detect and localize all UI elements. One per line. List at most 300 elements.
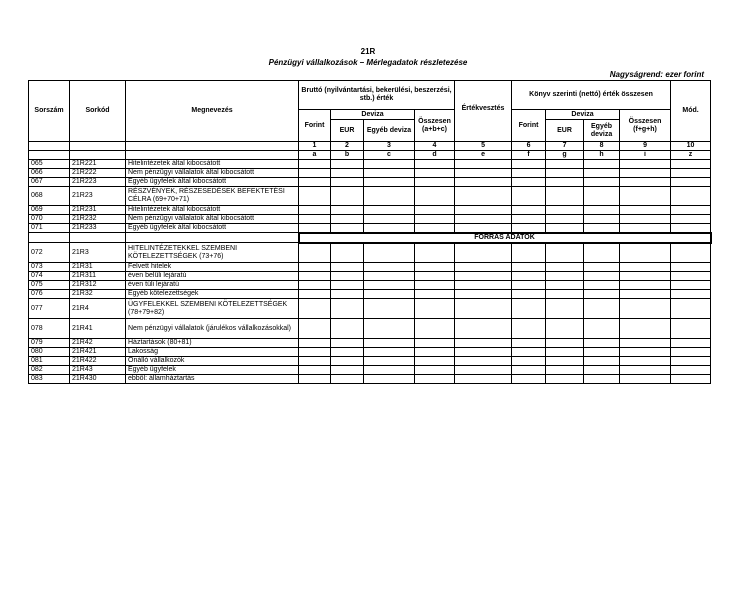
col-deviza-1: Deviza [331, 110, 415, 120]
value-cell[interactable] [620, 169, 671, 178]
value-cell[interactable] [455, 281, 512, 290]
col-letter: z [671, 151, 711, 160]
row-number: 081 [29, 357, 70, 366]
row-name: Felvett hitelek [126, 263, 299, 272]
value-cell[interactable] [455, 215, 512, 224]
table-row [29, 224, 711, 233]
value-cell[interactable] [299, 160, 331, 169]
value-cell[interactable] [415, 169, 455, 178]
value-cell[interactable] [620, 187, 671, 206]
value-cell[interactable] [546, 215, 584, 224]
col-number: 6 [512, 142, 546, 151]
value-cell[interactable] [331, 299, 364, 319]
value-cell[interactable] [671, 299, 711, 319]
row-code: 21R32 [70, 290, 126, 299]
value-cell[interactable] [512, 299, 546, 319]
col-egyeb-deviza-2: Egyéb deviza [584, 120, 620, 142]
value-cell[interactable] [584, 281, 620, 290]
value-cell[interactable] [512, 375, 546, 384]
table-row [29, 319, 711, 339]
row-number: 082 [29, 366, 70, 375]
value-cell[interactable] [455, 339, 512, 348]
row-code: 21R43 [70, 366, 126, 375]
value-cell[interactable] [364, 263, 415, 272]
value-cell[interactable] [364, 224, 415, 233]
row-name [126, 233, 299, 243]
row-code: 21R421 [70, 348, 126, 357]
value-cell[interactable] [415, 299, 455, 319]
value-cell[interactable] [671, 366, 711, 375]
row-code: 21R223 [70, 178, 126, 187]
value-cell[interactable] [455, 224, 512, 233]
value-cell[interactable] [546, 206, 584, 215]
col-number: 1 [299, 142, 331, 151]
value-cell[interactable] [299, 169, 331, 178]
value-cell[interactable] [512, 366, 546, 375]
table-row [29, 206, 711, 215]
row-number: 079 [29, 339, 70, 348]
value-cell[interactable] [331, 281, 364, 290]
value-cell[interactable] [620, 290, 671, 299]
value-cell[interactable] [455, 272, 512, 281]
value-cell[interactable] [584, 375, 620, 384]
row-code: 21R42 [70, 339, 126, 348]
value-cell[interactable] [671, 375, 711, 384]
col-forint-2: Forint [512, 110, 546, 142]
value-cell[interactable] [671, 281, 711, 290]
col-number: 8 [584, 142, 620, 151]
value-cell[interactable] [512, 319, 546, 339]
value-cell[interactable] [512, 263, 546, 272]
value-cell[interactable] [584, 187, 620, 206]
value-cell[interactable] [415, 290, 455, 299]
value-cell[interactable] [364, 169, 415, 178]
col-letter: h [584, 151, 620, 160]
row-name: Háztartások (80+81) [126, 339, 299, 348]
value-cell[interactable] [546, 357, 584, 366]
row-code [70, 233, 126, 243]
value-cell[interactable] [584, 178, 620, 187]
col-letter: f [512, 151, 546, 160]
row-code: 21R233 [70, 224, 126, 233]
value-cell[interactable] [299, 290, 331, 299]
value-cell[interactable] [455, 375, 512, 384]
table-row [29, 263, 711, 272]
row-name: Nem pénzügyi vállalatok által kibocsátott [126, 215, 299, 224]
value-cell[interactable] [584, 339, 620, 348]
value-cell[interactable] [546, 348, 584, 357]
value-cell[interactable] [620, 375, 671, 384]
value-cell[interactable] [299, 366, 331, 375]
column-letter-row [29, 151, 711, 160]
value-cell[interactable] [364, 339, 415, 348]
value-cell[interactable] [299, 272, 331, 281]
value-cell[interactable] [584, 206, 620, 215]
row-number: 077 [29, 299, 70, 319]
value-cell[interactable] [671, 243, 711, 263]
value-cell[interactable] [415, 224, 455, 233]
value-cell[interactable] [364, 187, 415, 206]
value-cell[interactable] [415, 357, 455, 366]
value-cell[interactable] [671, 187, 711, 206]
value-cell[interactable] [546, 169, 584, 178]
row-number: 074 [29, 272, 70, 281]
value-cell[interactable] [331, 319, 364, 339]
value-cell[interactable] [455, 290, 512, 299]
row-code: 21R311 [70, 272, 126, 281]
value-cell[interactable] [455, 178, 512, 187]
value-cell[interactable] [584, 160, 620, 169]
value-cell[interactable] [364, 290, 415, 299]
value-cell[interactable] [415, 348, 455, 357]
col-osszesen-fgh: Összesen (f+g+h) [620, 110, 671, 142]
table-row [29, 357, 711, 366]
value-cell[interactable] [546, 272, 584, 281]
value-cell[interactable] [331, 178, 364, 187]
value-cell[interactable] [512, 206, 546, 215]
value-cell[interactable] [512, 348, 546, 357]
value-cell[interactable] [299, 224, 331, 233]
value-cell[interactable] [364, 375, 415, 384]
value-cell[interactable] [455, 299, 512, 319]
col-letter: d [415, 151, 455, 160]
column-number-row [29, 142, 711, 151]
col-letter: c [364, 151, 415, 160]
row-code: 21R221 [70, 160, 126, 169]
value-cell[interactable] [512, 357, 546, 366]
value-cell[interactable] [546, 290, 584, 299]
row-number: 070 [29, 215, 70, 224]
row-number: 066 [29, 169, 70, 178]
value-cell[interactable] [364, 215, 415, 224]
value-cell[interactable] [584, 272, 620, 281]
value-cell[interactable] [455, 169, 512, 178]
table-row [29, 366, 711, 375]
row-number: 073 [29, 263, 70, 272]
value-cell[interactable] [620, 272, 671, 281]
value-cell[interactable] [546, 187, 584, 206]
col-letter: i [620, 151, 671, 160]
row-name: Nem pénzügyi vállalatok által kibocsátott [126, 169, 299, 178]
value-cell[interactable] [512, 187, 546, 206]
col-deviza-2: Deviza [546, 110, 620, 120]
row-name: Egyéb ügyfelek által kibocsátott [126, 178, 299, 187]
row-code: 21R231 [70, 206, 126, 215]
value-cell[interactable] [546, 243, 584, 263]
col-egyeb-deviza-1: Egyéb deviza [364, 120, 415, 142]
value-cell[interactable] [546, 224, 584, 233]
value-cell[interactable] [512, 243, 546, 263]
value-cell[interactable] [415, 366, 455, 375]
value-cell[interactable] [331, 263, 364, 272]
data-table [28, 80, 712, 384]
value-cell[interactable] [455, 243, 512, 263]
value-cell[interactable] [584, 290, 620, 299]
value-cell[interactable] [584, 243, 620, 263]
table-row [29, 272, 711, 281]
row-number: 075 [29, 281, 70, 290]
row-code: 21R31 [70, 263, 126, 272]
col-number: 7 [546, 142, 584, 151]
value-cell[interactable] [584, 348, 620, 357]
value-cell[interactable] [512, 272, 546, 281]
value-cell[interactable] [331, 290, 364, 299]
value-cell[interactable] [546, 281, 584, 290]
value-cell[interactable] [546, 178, 584, 187]
value-cell[interactable] [331, 224, 364, 233]
col-ertekvesztes: Értékvesztés [455, 81, 512, 142]
row-number: 072 [29, 243, 70, 263]
value-cell[interactable] [299, 339, 331, 348]
col-letter: e [455, 151, 512, 160]
row-name: Egyéb ügyfelek [126, 366, 299, 375]
value-cell[interactable] [331, 357, 364, 366]
row-code: 21R41 [70, 319, 126, 339]
value-cell[interactable] [620, 299, 671, 319]
value-cell[interactable] [512, 290, 546, 299]
value-cell[interactable] [584, 224, 620, 233]
value-cell[interactable] [671, 263, 711, 272]
value-cell[interactable] [299, 243, 331, 263]
value-cell[interactable] [364, 281, 415, 290]
row-code: 21R312 [70, 281, 126, 290]
value-cell[interactable] [415, 215, 455, 224]
value-cell[interactable] [512, 224, 546, 233]
value-cell[interactable] [584, 263, 620, 272]
forras-label: FORRÁS ADATOK [299, 233, 711, 243]
value-cell[interactable] [364, 178, 415, 187]
value-cell[interactable] [364, 319, 415, 339]
col-number: 4 [415, 142, 455, 151]
col-number: 10 [671, 142, 711, 151]
col-number: 2 [331, 142, 364, 151]
value-cell[interactable] [584, 299, 620, 319]
value-cell[interactable] [584, 319, 620, 339]
value-cell[interactable] [415, 272, 455, 281]
row-number: 071 [29, 224, 70, 233]
value-cell[interactable] [620, 319, 671, 339]
value-cell[interactable] [331, 215, 364, 224]
table-row [29, 169, 711, 178]
value-cell[interactable] [331, 348, 364, 357]
value-cell[interactable] [671, 178, 711, 187]
value-cell[interactable] [331, 272, 364, 281]
value-cell[interactable] [299, 281, 331, 290]
value-cell[interactable] [671, 169, 711, 178]
col-eur-2: EUR [546, 120, 584, 142]
value-cell[interactable] [671, 160, 711, 169]
value-cell[interactable] [415, 375, 455, 384]
row-code: 21R232 [70, 215, 126, 224]
row-name: Hitelintézetek által kibocsátott [126, 206, 299, 215]
unit-label: Nagyságrend: ezer forint [609, 70, 704, 79]
value-cell[interactable] [331, 366, 364, 375]
col-letter: b [331, 151, 364, 160]
forras-section-row [29, 233, 711, 243]
value-cell[interactable] [546, 366, 584, 375]
value-cell[interactable] [299, 319, 331, 339]
value-cell[interactable] [364, 299, 415, 319]
table-row [29, 339, 711, 348]
value-cell[interactable] [455, 366, 512, 375]
value-cell[interactable] [671, 348, 711, 357]
value-cell[interactable] [546, 263, 584, 272]
row-number: 065 [29, 160, 70, 169]
value-cell[interactable] [620, 178, 671, 187]
value-cell[interactable] [364, 160, 415, 169]
value-cell[interactable] [364, 206, 415, 215]
value-cell[interactable] [512, 339, 546, 348]
row-name: Egyéb ügyfelek által kibocsátott [126, 224, 299, 233]
value-cell[interactable] [299, 187, 331, 206]
value-cell[interactable] [512, 281, 546, 290]
col-brutto: Bruttó (nyilvántartási, bekerülési, beszerzési, stb.) érték [299, 81, 455, 110]
row-number [29, 233, 70, 243]
table-row [29, 215, 711, 224]
value-cell[interactable] [620, 366, 671, 375]
value-cell[interactable] [415, 160, 455, 169]
table-row [29, 243, 711, 263]
value-cell[interactable] [415, 339, 455, 348]
value-cell[interactable] [455, 263, 512, 272]
value-cell[interactable] [415, 263, 455, 272]
value-cell[interactable] [620, 357, 671, 366]
value-cell[interactable] [584, 357, 620, 366]
col-konyv: Könyv szerinti (nettó) érték összesen [512, 81, 671, 110]
row-name: ÜGYFELEKKEL SZEMBENI KÖTELEZETTSÉGEK (78+79+82) [126, 299, 299, 319]
value-cell[interactable] [546, 299, 584, 319]
col-letter: a [299, 151, 331, 160]
value-cell[interactable] [331, 160, 364, 169]
row-name: Hitelintézetek által kibocsátott [126, 160, 299, 169]
value-cell[interactable] [415, 178, 455, 187]
row-number: 080 [29, 348, 70, 357]
value-cell[interactable] [546, 339, 584, 348]
value-cell[interactable] [415, 319, 455, 339]
value-cell[interactable] [671, 319, 711, 339]
row-code: 21R430 [70, 375, 126, 384]
value-cell[interactable] [584, 169, 620, 178]
value-cell[interactable] [620, 206, 671, 215]
value-cell[interactable] [671, 290, 711, 299]
row-number: 078 [29, 319, 70, 339]
row-number: 067 [29, 178, 70, 187]
row-code: 21R422 [70, 357, 126, 366]
value-cell[interactable] [364, 243, 415, 263]
row-name: éven túli lejáratú [126, 281, 299, 290]
table-row [29, 299, 711, 319]
value-cell[interactable] [620, 160, 671, 169]
value-cell[interactable] [415, 281, 455, 290]
value-cell[interactable] [620, 224, 671, 233]
col-number: 9 [620, 142, 671, 151]
row-name: ebből: államháztartás [126, 375, 299, 384]
col-number: 5 [455, 142, 512, 151]
table-row [29, 348, 711, 357]
value-cell[interactable] [512, 169, 546, 178]
value-cell[interactable] [546, 319, 584, 339]
value-cell[interactable] [620, 263, 671, 272]
value-cell[interactable] [512, 160, 546, 169]
value-cell[interactable] [455, 357, 512, 366]
value-cell[interactable] [620, 339, 671, 348]
value-cell[interactable] [546, 160, 584, 169]
value-cell[interactable] [299, 375, 331, 384]
col-forint-1: Forint [299, 110, 331, 142]
value-cell[interactable] [364, 357, 415, 366]
col-eur-1: EUR [331, 120, 364, 142]
value-cell[interactable] [455, 160, 512, 169]
value-cell[interactable] [331, 339, 364, 348]
value-cell[interactable] [364, 348, 415, 357]
table-row [29, 375, 711, 384]
row-name: Egyéb kötelezettségek [126, 290, 299, 299]
value-cell[interactable] [455, 206, 512, 215]
value-cell[interactable] [331, 206, 364, 215]
value-cell[interactable] [584, 366, 620, 375]
table-row [29, 160, 711, 169]
value-cell[interactable] [455, 319, 512, 339]
value-cell[interactable] [299, 206, 331, 215]
row-number: 069 [29, 206, 70, 215]
value-cell[interactable] [331, 243, 364, 263]
value-cell[interactable] [620, 243, 671, 263]
value-cell[interactable] [671, 339, 711, 348]
row-number: 083 [29, 375, 70, 384]
col-letter: g [546, 151, 584, 160]
value-cell[interactable] [620, 281, 671, 290]
table-row [29, 281, 711, 290]
value-cell[interactable] [331, 169, 364, 178]
value-cell[interactable] [331, 375, 364, 384]
row-number: 068 [29, 187, 70, 206]
value-cell[interactable] [299, 357, 331, 366]
value-cell[interactable] [512, 215, 546, 224]
value-cell[interactable] [512, 178, 546, 187]
value-cell[interactable] [299, 263, 331, 272]
value-cell[interactable] [299, 215, 331, 224]
row-code: 21R4 [70, 299, 126, 319]
col-megnevezes: Megnevezés [126, 81, 299, 142]
value-cell[interactable] [671, 206, 711, 215]
value-cell[interactable] [364, 272, 415, 281]
value-cell[interactable] [584, 215, 620, 224]
col-sorszam: Sorszám [29, 81, 70, 142]
row-code: 21R3 [70, 243, 126, 263]
value-cell[interactable] [455, 187, 512, 206]
value-cell[interactable] [671, 357, 711, 366]
value-cell[interactable] [364, 366, 415, 375]
value-cell[interactable] [671, 224, 711, 233]
table-row [29, 178, 711, 187]
value-cell[interactable] [671, 272, 711, 281]
value-cell[interactable] [331, 187, 364, 206]
value-cell[interactable] [620, 348, 671, 357]
value-cell[interactable] [415, 243, 455, 263]
value-cell[interactable] [455, 348, 512, 357]
value-cell[interactable] [415, 206, 455, 215]
row-name: Nem pénzügyi vállalatok (járulékos vállalkozásokkal) [126, 319, 299, 339]
row-number: 076 [29, 290, 70, 299]
value-cell[interactable] [299, 178, 331, 187]
value-cell[interactable] [620, 215, 671, 224]
value-cell[interactable] [671, 215, 711, 224]
value-cell[interactable] [299, 299, 331, 319]
value-cell[interactable] [299, 348, 331, 357]
value-cell[interactable] [415, 187, 455, 206]
form-code: 21R [360, 47, 376, 56]
value-cell[interactable] [546, 375, 584, 384]
